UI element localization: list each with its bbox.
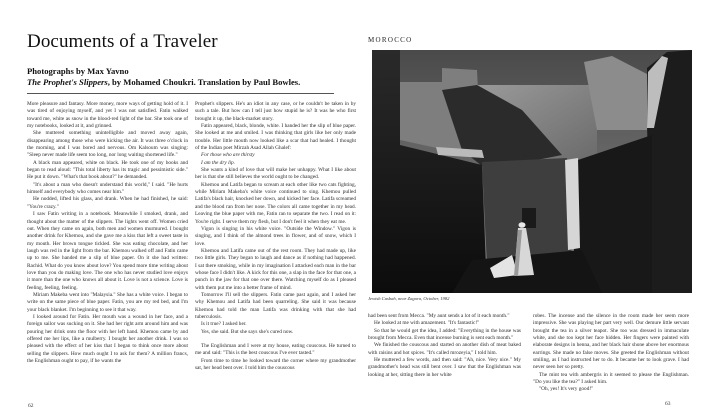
paragraph: Vigon is singing in his white voice. "Outside the Window." Vigon is singing, and I think of the almond trees in flower, and of snow, which I love. xyxy=(195,225,356,247)
page-number-left: 62 xyxy=(28,403,34,409)
article-title: Documents of a Traveler xyxy=(27,31,218,52)
paragraph: I saw Fatin writing in a notebook. Meanwhile I smoked, drank, and thought about the matter of the slippers. The lights went off. Women cried out. When they came on again, both men and women murmured. I bought another drink for Khemou, and she gave me a kiss that left a sweet taste in my mouth. Her brown tongue tickled. She was eating chocolate, and her laugh was red in the light from the bar. Khemou walked off and Fatin came up to me. She handed me a slip of blue paper. On it she had written: Rachid. What do you know about love? You spend more time writing about love than you do making love. The one who has never studied love enjoys it more than the one who knows all about it. Love is not a science. Love is feeling, feeling, feeling. xyxy=(27,211,188,291)
paragraph: Yes, she said. But she says she's cured now. xyxy=(201,328,294,335)
right-page-column-2 xyxy=(533,313,689,394)
section-label: MOROCCO xyxy=(368,36,413,44)
page-number-right: 63 xyxy=(665,401,671,407)
paragraph: "It's about a man who doesn't understand this world," I said. "He hurts himself and everybody who comes near him." xyxy=(27,181,188,196)
paragraph: We finished the couscous and started on another dish of meat baked with raisins and hot spices. "It's called mrozeyia," I told him. xyxy=(368,342,521,356)
paragraph: Khemou and Latifa came out of the rest room. They had made up, like two little girls. They began to laugh and dance as if nothing had happened. I sat there smoking, while in my imagination I attacked each man in the bar whose face I didn't like. A kick for this one, a slap in the face for that one, a punch in the jaw for that one over there. Watching myself do as I pleased with them put me into a better frame of mind. xyxy=(195,247,356,291)
paragraph: He nodded, lifted his glass, and drank. When he had finished, he said: "You're crazy." xyxy=(27,196,188,210)
left-page-column-1 xyxy=(27,101,188,365)
paragraph: Fatin appeared, black, blonde, white. I handed her the slip of blue paper. She looked at me and smiled. I was thinking that girls like her only made trouble. Her little mouth now looked like a scar that had healed. I thought of the Indian poet Mirzah Asad Allah Ghalef: xyxy=(195,123,356,152)
paragraph: Tomorrow I'll sell the slippers. Fatin came past again, and I asked her why Khemou and Latifa had been quarreling. She said it was because Khemou had told the man Latifa was drinking with that she had tuberculosis. xyxy=(195,291,356,320)
photo-credit: Photographs by Max Yavno xyxy=(27,66,129,76)
left-page-column-2 xyxy=(195,101,356,372)
paragraph: I looked around for Fatin. Her mouth was a wound in her face, and a foreign sailor was sucking on it. She had her right arm around him and was pouring her drink onto the floor with her left hand. Khemou came by and offered me her lips, like a mulberry. I bought her another drink. I was so pleased with the effect of her kiss that I began to think once more about selling the slippers. How much ought I to ask for them? A million francs, the Englishman ought to pay, if he wants the xyxy=(27,313,188,365)
paragraph: So that he would get the idea, I added: "Everything in the house was brought from Mecca. Even that incense burning is sent each month." xyxy=(368,327,521,342)
title-divider xyxy=(27,93,334,94)
paragraph: The mint tea with ambergris in it seemed to please the Englishman. "Do you like the tea?" I asked him. xyxy=(533,371,689,386)
paragraph: She wants a kind of love that will make her unhappy. What I like about her is that she still believes the world ought to be changed. xyxy=(195,167,356,181)
paragraph: The Englishman and I were at my house, eating couscous. He turned to me and said: "This is the best couscous I've ever tasted." xyxy=(195,343,356,357)
story-title: The Prophet's Slippers xyxy=(27,77,108,87)
right-page xyxy=(355,0,710,420)
article-credits xyxy=(27,66,300,88)
figure-head xyxy=(519,222,526,228)
paragraph: had been sent from Mecca. "My aunt sends a lot of it each month." xyxy=(368,313,510,319)
paragraph: Miriam Makeba went into "Malaysia." She has a white voice. I began to write on the same piece of blue paper. Fatin, you are my red bed, and I'm your black blanket. I'm beginning to see it that way. xyxy=(27,291,188,313)
paragraph: More pleasure and fantasy. More money, more ways of getting hold of it. I was tired of enjoying myself, and yet I was not satisfied. Fatin walked toward me, white as snow in the blood-red light of the bar. She took one of my notebooks, looked at it, and grinned. xyxy=(27,101,188,130)
verse-line: For those who are thirsty xyxy=(201,152,255,159)
casbah-photograph xyxy=(372,50,692,293)
paragraph: From time to time he looked toward the corner where my grandmother sat, her head bent over. I told him the couscous xyxy=(195,357,356,372)
paragraph: A black man appeared, white on black. He took one of my books and began to read aloud: "This total liberty has its tragic and pessimistic side." He put it down. "What's that book about?" he demanded. xyxy=(27,159,188,181)
paragraph: Is it true? I asked her. xyxy=(201,321,247,328)
paragraph: Khemou and Latifa began to scream at each other like two cats fighting, while Miriam Makeba's white voice continued to sing. Khemou pulled Latifa's black hair, knocked her down, and kicked her face. Latifa screamed and the blood ran from her nose. The colors all came together in my head. Leaving the blue paper with me, Fatin ran to separate the two. I read on it: You're right. I serve them my flesh, but I don't feel it when they eat me. xyxy=(195,181,356,225)
story-credit: , by Mohamed Choukri. Translation by Paul Bowles. xyxy=(107,77,301,87)
paragraph: He looked at me with amazement. "It's fantastic!" xyxy=(374,320,480,327)
paragraph: He muttered a few words, and then said: "Ah, nice. Very nice." My grandmother's head was still bent over. I saw that the Englishman was looking at her, sitting there in her white xyxy=(368,357,521,378)
verse-line: I am the dry lip. xyxy=(201,159,235,166)
paragraph: "Oh, yes! It's very good!" xyxy=(539,386,594,393)
paragraph: Prophet's slippers. He's an idiot in any case, or he couldn't be taken in by such a tale. But how can I tell just how stupid he is? It was he who first brought it up, the black-market story. xyxy=(195,101,356,122)
right-page-column-1 xyxy=(368,313,521,379)
paragraph: robes. The incense and the silence in the room made her seem more impressive. She was playing her part very well. Our demure little servant brought the tea in a silver teapot. She too was dressed in immaculate white, and she too kept her face hidden. Her fingers were painted with elaborate designs in henna, and her black hair shone above her enormous earrings. She made no false moves. She greeted the Englishman without smiling, as I had instructed her to do. It became her to look grave. I had never seen her so pretty. xyxy=(533,313,689,371)
photo-caption: Jewish Casbah, near Zagora, October, 1982 xyxy=(368,296,450,301)
photo-illustration xyxy=(372,50,692,293)
story-credit-line xyxy=(27,77,300,88)
paragraph: She muttered something unintelligible and moved away again, disappearing among those who were kicking the air. It was three o'clock in the morning, and I was bored and nervous. Om Kalsoum was singing: "Sleep never made life seem too long, nor long waiting shortened life." xyxy=(27,130,188,159)
